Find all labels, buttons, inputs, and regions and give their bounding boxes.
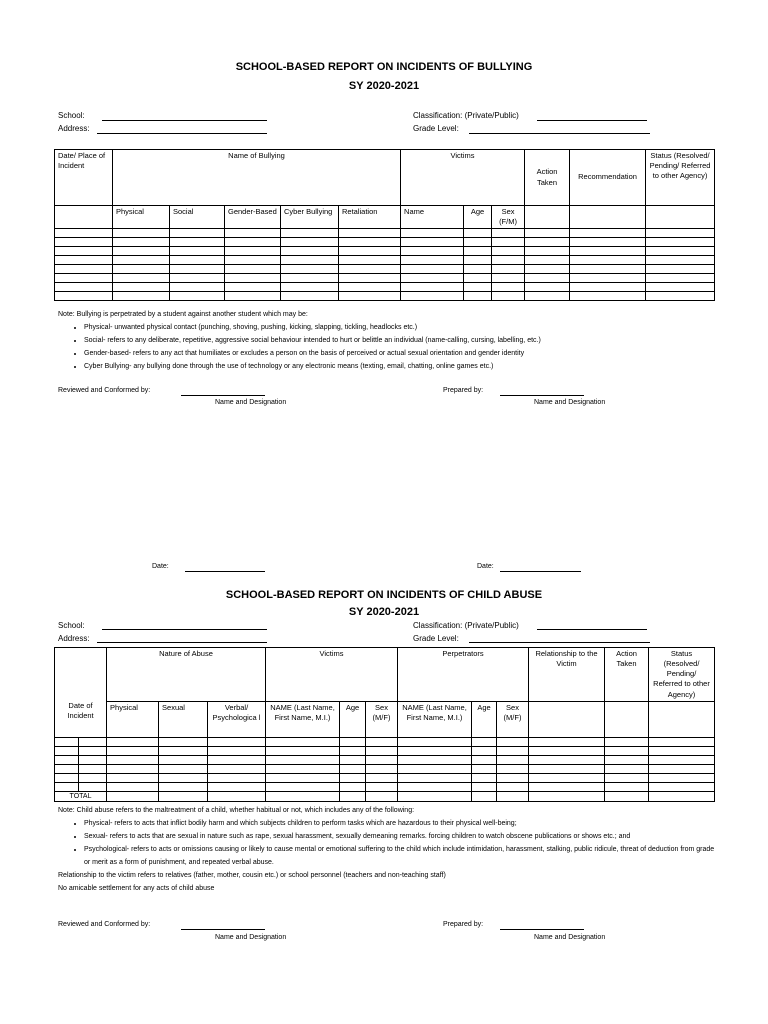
table-cell[interactable] [401, 274, 464, 283]
table-cell[interactable] [646, 292, 715, 301]
abuse-physical-header: Physical [107, 702, 159, 738]
table-cell[interactable] [525, 229, 570, 238]
table-cell[interactable] [159, 747, 208, 756]
abuse-grade-field[interactable] [469, 642, 650, 643]
date-of-incident-header: Date of Incident [55, 648, 107, 738]
table-cell[interactable] [113, 247, 170, 256]
table-cell[interactable] [646, 247, 715, 256]
amicable-note: No amicable settlement for any acts of child abuse [58, 885, 215, 892]
table-cell[interactable] [170, 274, 225, 283]
table-row [55, 783, 715, 792]
table-cell[interactable] [107, 783, 159, 792]
table-cell[interactable] [366, 756, 398, 765]
table-cell[interactable] [266, 765, 340, 774]
table-cell[interactable] [529, 747, 605, 756]
abuse-prepared-name-designation: Name and Designation [534, 934, 606, 941]
subheader-blank [525, 206, 570, 229]
address-label: Address: [58, 124, 90, 133]
table-cell[interactable] [525, 292, 570, 301]
table-cell[interactable] [113, 283, 170, 292]
prepared-name-designation: Name and Designation [534, 399, 606, 406]
table-cell[interactable] [649, 756, 715, 765]
abuse-notes [58, 804, 718, 895]
abuse-status-header: Status (Resolved/ Pending/ Referred to other Agency) [649, 648, 715, 702]
table-cell[interactable] [225, 283, 281, 292]
abuse-reviewed-label: Reviewed and Conformed by: [58, 921, 151, 928]
table-cell[interactable] [339, 283, 401, 292]
table-cell[interactable] [55, 774, 79, 783]
table-cell[interactable] [281, 229, 339, 238]
total-cell[interactable] [340, 792, 366, 802]
table-cell[interactable] [159, 756, 208, 765]
status-header: Status (Resolved/ Pending/ Referred to other Agency) [646, 150, 715, 206]
table-cell[interactable] [401, 229, 464, 238]
table-cell[interactable] [472, 783, 497, 792]
table-cell[interactable] [570, 256, 646, 265]
table-cell[interactable] [159, 783, 208, 792]
table-cell[interactable] [113, 274, 170, 283]
table-cell[interactable] [107, 765, 159, 774]
abuse-school-field[interactable] [102, 629, 267, 630]
abuse-title: SCHOOL-BASED REPORT ON INCIDENTS OF CHILD ABUSE [225, 589, 543, 601]
table-cell[interactable] [570, 238, 646, 247]
table-cell[interactable] [55, 756, 79, 765]
table-cell[interactable] [398, 783, 472, 792]
table-cell[interactable] [55, 738, 79, 747]
table-cell[interactable] [170, 229, 225, 238]
victim-age-header: Age [340, 702, 366, 738]
table-cell[interactable] [570, 229, 646, 238]
table-row [55, 292, 715, 301]
total-cell[interactable] [398, 792, 472, 802]
abuse-prepared-signature-line[interactable] [500, 929, 584, 930]
table-cell[interactable] [340, 774, 366, 783]
table-cell[interactable] [55, 783, 79, 792]
table-cell[interactable] [464, 238, 492, 247]
abuse-sy: SY 2020-2021 [348, 606, 420, 618]
table-cell[interactable] [497, 738, 529, 747]
bullying-bullet: • Physical- unwanted physical contact (punching, shoving, pushing, kicking, slapping, tickling, headlocks etc.) [84, 321, 718, 334]
total-cell[interactable] [366, 792, 398, 802]
total-cell[interactable] [159, 792, 208, 802]
table-cell[interactable] [107, 774, 159, 783]
table-cell[interactable] [472, 747, 497, 756]
physical-header: Physical [113, 206, 170, 229]
table-cell[interactable] [339, 229, 401, 238]
table-cell[interactable] [225, 292, 281, 301]
subheader-blank [570, 206, 646, 229]
table-cell[interactable] [79, 756, 107, 765]
table-cell[interactable] [646, 256, 715, 265]
table-cell[interactable] [79, 783, 107, 792]
table-cell[interactable] [79, 765, 107, 774]
table-row [55, 747, 715, 756]
table-cell[interactable] [646, 265, 715, 274]
table-cell[interactable] [366, 738, 398, 747]
table-cell[interactable] [529, 783, 605, 792]
bullying-notes [58, 308, 718, 373]
abuse-note: Note: Child abuse refers to the maltreatment of a child, whether habitual or not, which includes any of the following: [58, 807, 415, 814]
bullying-bullet: • Gender-based- refers to any act that humiliates or excludes a person on the basis of perceived or actual sexual orientation and gender identity [84, 347, 718, 360]
action-taken-header: Action Taken [525, 150, 570, 206]
table-cell[interactable] [113, 265, 170, 274]
perpetrator-age-header: Age [472, 702, 497, 738]
table-cell[interactable] [492, 247, 525, 256]
abuse-address-field[interactable] [97, 642, 267, 643]
abuse-school-label: School: [58, 621, 85, 630]
bullying-table [54, 149, 715, 301]
subheader-blank [605, 702, 649, 738]
table-cell[interactable] [464, 256, 492, 265]
bullying-note: Note: Bullying is perpetrated by a student against another student which may be: [58, 311, 308, 318]
table-cell[interactable] [55, 238, 113, 247]
table-cell[interactable] [366, 765, 398, 774]
table-cell[interactable] [497, 765, 529, 774]
table-cell[interactable] [398, 765, 472, 774]
table-cell[interactable] [649, 747, 715, 756]
table-cell[interactable] [464, 265, 492, 274]
table-cell[interactable] [266, 756, 340, 765]
date-label-left: Date: [152, 563, 169, 570]
table-cell[interactable] [401, 256, 464, 265]
abuse-bullet: • Physical- refers to acts that inflict bodily harm and which subjects children to perform tasks which are hazardous to their physical well-being; [84, 817, 718, 830]
table-cell[interactable] [266, 774, 340, 783]
table-cell[interactable] [107, 747, 159, 756]
table-cell[interactable] [55, 265, 113, 274]
victim-name-header: NAME (Last Name, First Name, M.I.) [266, 702, 340, 738]
table-cell[interactable] [525, 274, 570, 283]
prepared-label: Prepared by: [443, 387, 484, 394]
table-cell[interactable] [170, 265, 225, 274]
table-cell[interactable] [605, 765, 649, 774]
reviewed-label: Reviewed and Conformed by: [58, 387, 151, 394]
table-cell[interactable] [525, 238, 570, 247]
table-cell[interactable] [646, 229, 715, 238]
table-cell[interactable] [107, 756, 159, 765]
table-cell[interactable] [225, 274, 281, 283]
table-cell[interactable] [79, 747, 107, 756]
table-cell[interactable] [266, 783, 340, 792]
abuse-bullet: • Sexual- refers to acts that are sexual in nature such as rape, sexual harassment, sexually demeaning remarks. forcing children to watch obscene publications or shows etc.; and [84, 830, 718, 843]
table-cell[interactable] [339, 238, 401, 247]
table-cell[interactable] [497, 756, 529, 765]
table-cell[interactable] [649, 783, 715, 792]
bullying-title: SCHOOL-BASED REPORT ON INCIDENTS OF BULLYING [235, 61, 533, 73]
table-cell[interactable] [339, 256, 401, 265]
table-cell[interactable] [464, 292, 492, 301]
perpetrators-header: Perpetrators [398, 648, 529, 702]
table-cell[interactable] [649, 765, 715, 774]
table-cell[interactable] [398, 774, 472, 783]
total-cell[interactable] [497, 792, 529, 802]
table-cell[interactable] [401, 283, 464, 292]
table-cell[interactable] [570, 274, 646, 283]
table-cell[interactable] [55, 292, 113, 301]
table-cell[interactable] [107, 738, 159, 747]
table-cell[interactable] [525, 256, 570, 265]
table-row [55, 774, 715, 783]
abuse-prepared-label: Prepared by: [443, 921, 484, 928]
table-cell[interactable] [79, 738, 107, 747]
table-cell[interactable] [497, 747, 529, 756]
table-cell[interactable] [225, 256, 281, 265]
table-cell[interactable] [159, 738, 208, 747]
table-cell[interactable] [339, 265, 401, 274]
abuse-classification-label: Classification: (Private/Public) [413, 621, 519, 630]
table-cell[interactable] [113, 256, 170, 265]
table-cell[interactable] [281, 238, 339, 247]
abuse-action-taken-header: Action Taken [605, 648, 649, 702]
table-cell[interactable] [570, 292, 646, 301]
table-cell[interactable] [79, 774, 107, 783]
table-cell[interactable] [113, 292, 170, 301]
total-cell[interactable] [529, 792, 605, 802]
table-cell[interactable] [366, 774, 398, 783]
table-cell[interactable] [497, 783, 529, 792]
gender-based-header: Gender-Based [225, 206, 281, 229]
table-row [55, 247, 715, 256]
abuse-reviewed-name-designation: Name and Designation [215, 934, 287, 941]
table-cell[interactable] [464, 229, 492, 238]
table-cell[interactable] [472, 774, 497, 783]
subheader-blank [646, 206, 715, 229]
table-cell[interactable] [492, 283, 525, 292]
table-cell[interactable] [398, 738, 472, 747]
table-cell[interactable] [340, 783, 366, 792]
table-cell[interactable] [492, 238, 525, 247]
table-cell[interactable] [570, 283, 646, 292]
abuse-address-label: Address: [58, 634, 90, 643]
table-cell[interactable] [266, 747, 340, 756]
abuse-victims-header: Victims [266, 648, 398, 702]
table-cell[interactable] [113, 238, 170, 247]
table-cell[interactable] [55, 229, 113, 238]
table-cell[interactable] [339, 274, 401, 283]
table-cell[interactable] [208, 774, 266, 783]
relationship-note: Relationship to the victim refers to relatives (father, mother, cousin etc.) or school personnel (teachers and non-teaching staff) [58, 872, 446, 879]
table-cell[interactable] [525, 265, 570, 274]
bullying-sy: SY 2020-2021 [348, 80, 420, 92]
recommendation-header: Recommendation [570, 150, 646, 206]
table-cell[interactable] [208, 756, 266, 765]
abuse-grade-label: Grade Level: [413, 634, 459, 643]
table-row [55, 765, 715, 774]
table-cell[interactable] [208, 765, 266, 774]
perpetrator-sex-header: Sex (M/F) [497, 702, 529, 738]
table-cell[interactable] [605, 783, 649, 792]
relationship-header: Relationship to the Victim [529, 648, 605, 702]
table-cell[interactable] [170, 283, 225, 292]
table-cell[interactable] [340, 756, 366, 765]
table-cell[interactable] [340, 738, 366, 747]
table-cell[interactable] [472, 756, 497, 765]
date-field-left[interactable] [185, 571, 265, 572]
abuse-bullet: • Psychological- refers to acts or omissions causing or likely to cause mental or emotional suffering to the child which include intimidation, harassment, stalking, public ridicule, threat of deduction from grade or merit as a form of punishment, and repeated verbal abuse. [84, 843, 718, 869]
victim-name-header: Name [401, 206, 464, 229]
table-row [55, 265, 715, 274]
grade-field[interactable] [469, 133, 650, 134]
victim-sex-header: Sex (F/M) [492, 206, 525, 229]
table-cell[interactable] [208, 747, 266, 756]
prepared-signature-line[interactable] [500, 395, 584, 396]
table-cell[interactable] [55, 765, 79, 774]
subheader-blank [529, 702, 605, 738]
subheader-blank [649, 702, 715, 738]
abuse-sexual-header: Sexual [159, 702, 208, 738]
table-cell[interactable] [113, 229, 170, 238]
classification-label: Classification: (Private/Public) [413, 111, 519, 120]
classification-field[interactable] [537, 120, 647, 121]
date-place-header: Date/ Place of Incident [55, 150, 113, 206]
table-cell[interactable] [55, 747, 79, 756]
table-cell[interactable] [398, 756, 472, 765]
table-cell[interactable] [605, 756, 649, 765]
table-cell[interactable] [529, 774, 605, 783]
abuse-verbal-header: Verbal/ Psychologica l [208, 702, 266, 738]
total-cell[interactable] [266, 792, 340, 802]
social-header: Social [170, 206, 225, 229]
total-cell[interactable] [472, 792, 497, 802]
perpetrator-name-header: NAME (Last Name, First Name, M.I.) [398, 702, 472, 738]
address-field[interactable] [97, 133, 267, 134]
table-cell[interactable] [492, 292, 525, 301]
table-cell[interactable] [366, 783, 398, 792]
cyber-bullying-header: Cyber Bullying [281, 206, 339, 229]
abuse-classification-field[interactable] [537, 629, 647, 630]
total-cell[interactable] [107, 792, 159, 802]
table-cell[interactable] [281, 274, 339, 283]
table-cell[interactable] [492, 256, 525, 265]
table-cell[interactable] [401, 247, 464, 256]
table-cell[interactable] [605, 774, 649, 783]
table-cell[interactable] [339, 292, 401, 301]
table-cell[interactable] [464, 247, 492, 256]
total-cell[interactable] [208, 792, 266, 802]
table-cell[interactable] [492, 229, 525, 238]
table-row [55, 756, 715, 765]
abuse-reviewed-signature-line[interactable] [181, 929, 265, 930]
table-cell[interactable] [398, 747, 472, 756]
table-cell[interactable] [281, 292, 339, 301]
table-cell[interactable] [55, 274, 113, 283]
table-cell[interactable] [340, 747, 366, 756]
bullying-bullet: • Cyber Bullying- any bullying done through the use of technology or any electronic means (texting, email, chatting, online games etc.) [84, 360, 718, 373]
table-cell[interactable] [525, 247, 570, 256]
table-cell[interactable] [529, 765, 605, 774]
table-cell[interactable] [170, 256, 225, 265]
table-cell[interactable] [55, 283, 113, 292]
table-cell[interactable] [497, 774, 529, 783]
table-cell[interactable] [281, 247, 339, 256]
total-cell[interactable] [649, 792, 715, 802]
table-cell[interactable] [646, 238, 715, 247]
table-cell[interactable] [281, 256, 339, 265]
victim-age-header: Age [464, 206, 492, 229]
date-field-right[interactable] [500, 571, 581, 572]
table-cell[interactable] [472, 738, 497, 747]
table-row [55, 238, 715, 247]
table-cell[interactable] [225, 247, 281, 256]
date-label-right: Date: [477, 563, 494, 570]
name-of-bullying-header: Name of Bullying [113, 150, 401, 206]
victims-header: Victims [401, 150, 525, 206]
table-cell[interactable] [464, 283, 492, 292]
table-row [55, 283, 715, 292]
table-row [55, 738, 715, 747]
table-cell[interactable] [225, 229, 281, 238]
reviewed-name-designation: Name and Designation [215, 399, 287, 406]
grade-label: Grade Level: [413, 124, 459, 133]
table-cell[interactable] [570, 265, 646, 274]
table-row [55, 229, 715, 238]
table-cell[interactable] [170, 247, 225, 256]
table-row [55, 274, 715, 283]
table-cell[interactable] [159, 765, 208, 774]
table-cell[interactable] [401, 292, 464, 301]
table-cell[interactable] [605, 747, 649, 756]
table-cell[interactable] [225, 238, 281, 247]
table-cell[interactable] [649, 774, 715, 783]
table-cell[interactable] [225, 265, 281, 274]
table-cell[interactable] [492, 265, 525, 274]
table-cell[interactable] [55, 256, 113, 265]
table-cell[interactable] [464, 274, 492, 283]
abuse-table [54, 647, 715, 802]
table-cell[interactable] [266, 738, 340, 747]
table-cell[interactable] [208, 783, 266, 792]
table-cell[interactable] [55, 247, 113, 256]
total-cell[interactable] [605, 792, 649, 802]
table-cell[interactable] [339, 247, 401, 256]
table-cell[interactable] [646, 274, 715, 283]
table-cell[interactable] [649, 738, 715, 747]
school-label: School: [58, 111, 85, 120]
subheader-blank [55, 206, 113, 229]
table-cell[interactable] [170, 238, 225, 247]
table-cell[interactable] [529, 738, 605, 747]
victim-sex-header: Sex (M/F) [366, 702, 398, 738]
table-cell[interactable] [570, 247, 646, 256]
table-cell[interactable] [529, 756, 605, 765]
bullying-bullet: • Social- refers to any deliberate, repetitive, aggressive social behaviour intended to hurt or belittle an individual (name-calling, cursing, labelling, etc.) [84, 334, 718, 347]
table-cell[interactable] [340, 765, 366, 774]
table-cell[interactable] [605, 738, 649, 747]
reviewed-signature-line[interactable] [181, 395, 265, 396]
table-cell[interactable] [281, 283, 339, 292]
table-cell[interactable] [170, 292, 225, 301]
table-cell[interactable] [401, 265, 464, 274]
table-cell[interactable] [646, 283, 715, 292]
table-row [55, 256, 715, 265]
school-field[interactable] [102, 120, 267, 121]
table-cell[interactable] [492, 274, 525, 283]
retaliation-header: Retaliation [339, 206, 401, 229]
table-cell[interactable] [366, 747, 398, 756]
nature-of-abuse-header: Nature of Abuse [107, 648, 266, 702]
table-cell[interactable] [525, 283, 570, 292]
table-cell[interactable] [281, 265, 339, 274]
table-cell[interactable] [208, 738, 266, 747]
table-cell[interactable] [159, 774, 208, 783]
total-label: TOTAL [55, 792, 107, 802]
table-cell[interactable] [401, 238, 464, 247]
table-cell[interactable] [472, 765, 497, 774]
